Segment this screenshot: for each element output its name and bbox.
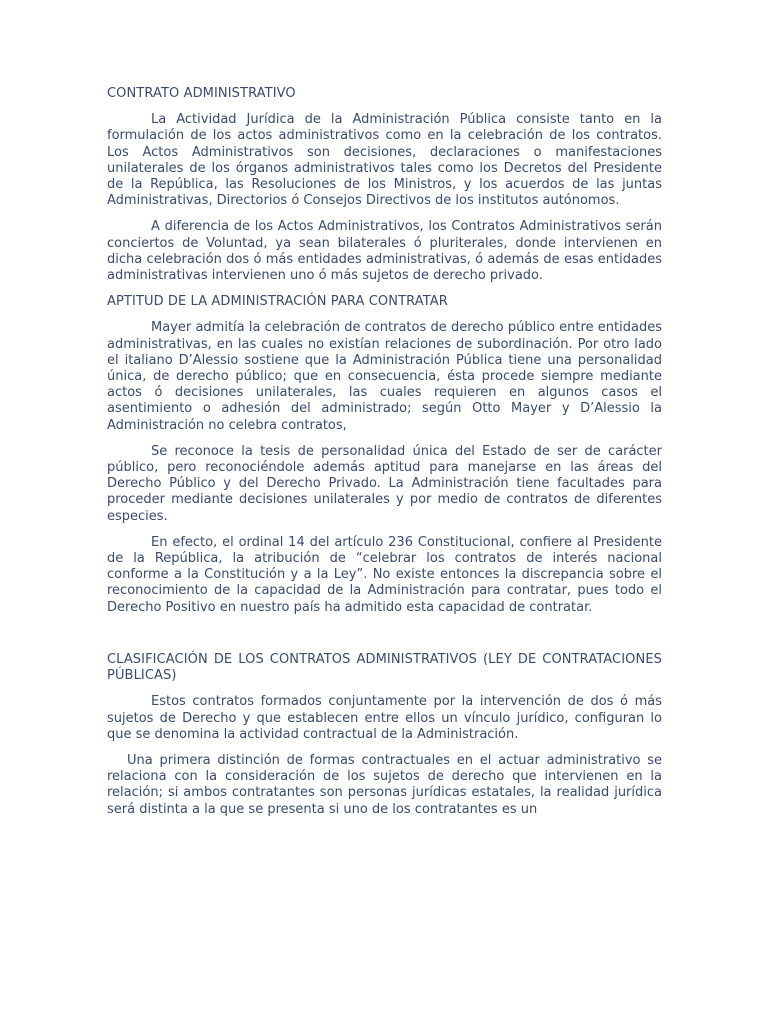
section-heading-contrato-administrativo: CONTRATO ADMINISTRATIVO [107, 86, 296, 101]
paragraph: A diferencia de los Actos Administrativos, los Contratos Administrativos serán conciertos de Voluntad, ya sean bilaterales ó pluriterales, donde intervienen en dicha celebración dos ó más entidades administrativas, ó además de esas entidades administrativas intervienen uno ó más sujetos de derecho privado. [107, 219, 662, 284]
section-heading-clasificacion: CLASIFICACIÓN DE LOS CONTRATOS ADMINISTRATIVOS (LEY DE CONTRATACIONES PÚBLICAS) [107, 651, 662, 684]
paragraph: Se reconoce la tesis de personalidad única del Estado de ser de carácter público, pero reconociéndole además aptitud para manejarse en las áreas del Derecho Público y del Derecho Privado. La Administración tiene facultades para proceder mediante decisiones unilaterales y por medio de contratos de diferentes especies. [107, 443, 662, 524]
paragraph: Mayer admitía la celebración de contratos de derecho público entre entidades administrativas, en las cuales no existían relaciones de subordinación. Por otro lado el italiano D’Alessio sostiene que la Administración Pública tiene una personalidad única, de derecho público; que en consecuencia, ésta procede siempre mediante actos ó decisiones unilaterales, las cuales requieren en algunos casos el asentimiento o adhesión del administrado; según Otto Mayer y D’Alessio la Administración no celebra contratos, [107, 320, 662, 433]
paragraph: Estos contratos formados conjuntamente por la intervención de dos ó más sujetos de Derecho y que establecen entre ellos un vínculo jurídico, configuran lo que se denomina la actividad contractual de la Administración. [107, 694, 662, 742]
document-page [107, 86, 662, 828]
section-heading-aptitud: APTITUD DE LA ADMINISTRACIÓN PARA CONTRATAR [107, 294, 448, 310]
paragraph: Una primera distinción de formas contractuales en el actuar administrativo se relaciona con la consideración de los sujetos de derecho que intervienen en la relación; si ambos contratantes son personas jurídicas estatales, la realidad jurídica será distinta a la que se presenta si uno de los contratantes es un [107, 752, 662, 817]
paragraph: En efecto, el ordinal 14 del artículo 236 Constitucional, confiere al Presidente de la República, la atribución de “celebrar los contratos de interés nacional conforme a la Constitución y a la Ley”. No existe entonces la discrepancia sobre el reconocimiento de la capacidad de la Administración para contratar, pues todo el Derecho Positivo en nuestro país ha admitido esta capacidad de contratar. [107, 534, 662, 615]
paragraph: La Actividad Jurídica de la Administración Pública consiste tanto en la formulación de los actos administrativos como en la celebración de los contratos. Los Actos Administrativos son decisiones, declaraciones o manifestaciones unilaterales de los órganos administrativos tales como los Decretos del Presidente de la República, las Resoluciones de los Ministros, y los acuerdos de las juntas Administrativas, Directorios ó Consejos Directivos de los institutos autónomos. [107, 112, 662, 209]
